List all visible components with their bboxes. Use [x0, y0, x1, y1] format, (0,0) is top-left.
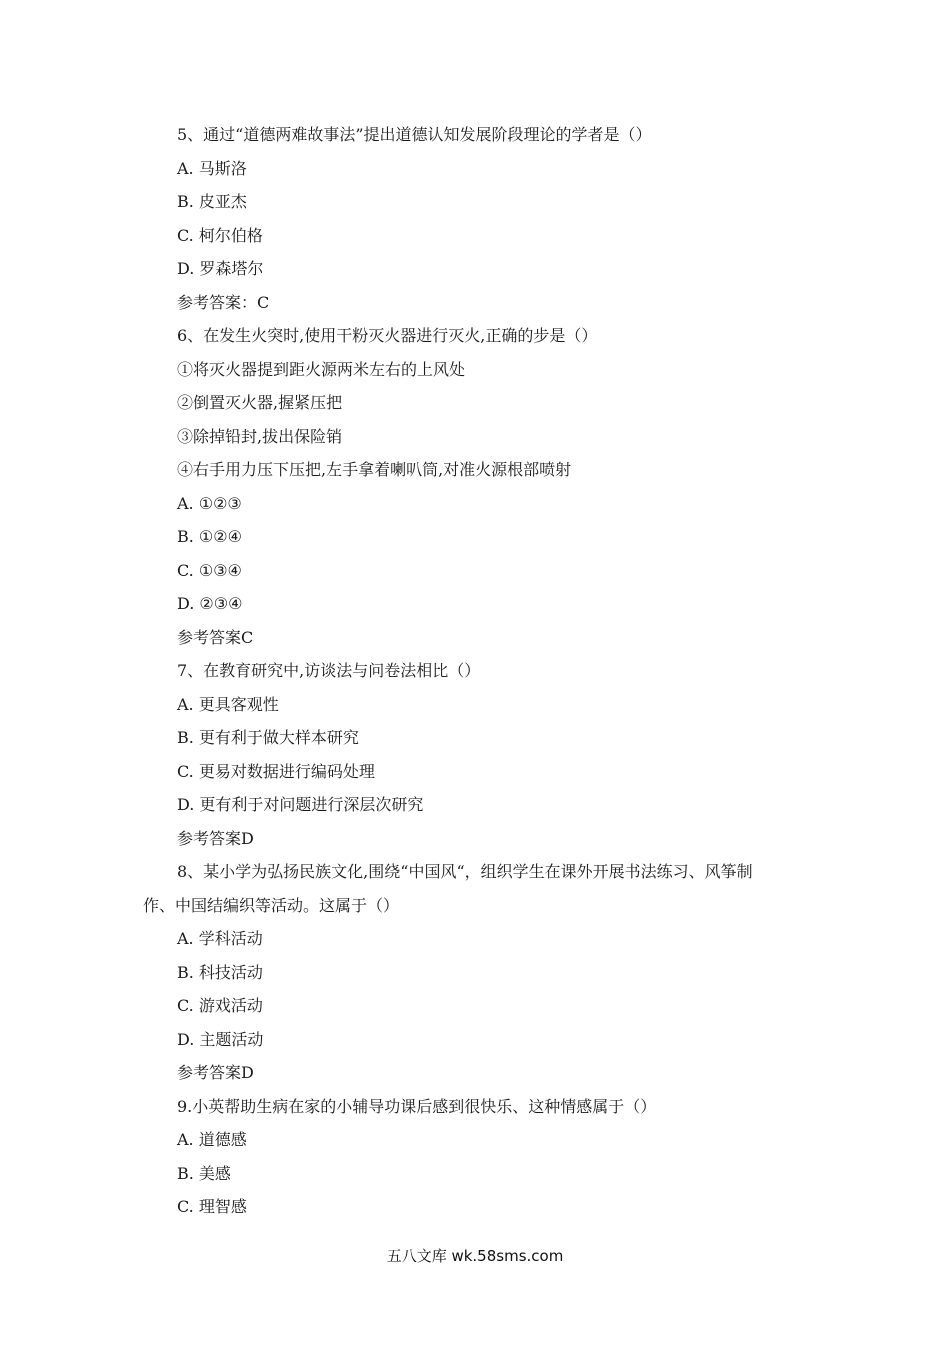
document-body — [143, 118, 823, 1224]
option-a: A. ①②③ — [177, 493, 242, 513]
option-b: B. 科技活动 — [177, 962, 263, 982]
question-6: 6、在发生火突时,使用干粉灭火器进行灭火,正确的步是（） — [177, 326, 598, 345]
option-d: D. 主题活动 — [177, 1029, 264, 1049]
option-b: B. 美感 — [177, 1163, 231, 1183]
option-c: C. 游戏活动 — [177, 996, 263, 1015]
option-b: B. 皮亚杰 — [177, 192, 247, 211]
answer-5: 参考答案：C — [177, 292, 270, 312]
step-4: ④右手用力压下压把,左手拿着喇叭筒,对准火源根部喷射 — [177, 460, 572, 479]
option-a: A. 道德感 — [177, 1130, 247, 1149]
option-d: D. ②③④ — [177, 594, 243, 613]
question-5: 5、通过“道德两难故事法”提出道德认知发展阶段理论的学者是（） — [177, 125, 652, 144]
question-9: 9.小英帮助生病在家的小辅导功课后感到很快乐、这种情感属于（） — [177, 1096, 657, 1116]
option-b: B. ①②④ — [177, 527, 242, 546]
option-c: C. 柯尔伯格 — [177, 225, 263, 245]
step-3: ③除掉铅封,拔出保险销 — [177, 426, 343, 446]
option-a: A. 马斯洛 — [177, 158, 247, 178]
page-footer: 五八文库 wk.58sms.com — [386, 1247, 564, 1265]
option-a: A. 更具客观性 — [177, 694, 279, 714]
answer-8: 参考答案D — [177, 1063, 254, 1082]
option-a: A. 学科活动 — [177, 929, 263, 948]
option-c: C. ①③④ — [177, 560, 242, 580]
question-7: 7、在教育研究中,访谈法与问卷法相比（） — [177, 661, 481, 680]
option-b: B. 更有利于做大样本研究 — [177, 728, 359, 747]
step-2: ②倒置灭火器,握紧压把 — [177, 393, 343, 412]
option-d: D. 罗森塔尔 — [177, 259, 264, 278]
answer-7: 参考答案D — [177, 828, 254, 848]
question-8: 8、某小学为弘扬民族文化,围绕“中国风“，组织学生在课外开展书法练习、风筝制 — [177, 862, 753, 881]
option-c: C. 理智感 — [177, 1197, 247, 1216]
option-d: D. 更有利于对问题进行深层次研究 — [177, 795, 424, 814]
option-c: C. 更易对数据进行编码处理 — [177, 761, 375, 781]
question-8-continued: 作、中国结编织等活动。这属于（） — [143, 895, 400, 915]
answer-6: 参考答案C — [177, 627, 254, 647]
step-1: ①将灭火器提到距火源两米左右的上风处 — [177, 359, 466, 379]
